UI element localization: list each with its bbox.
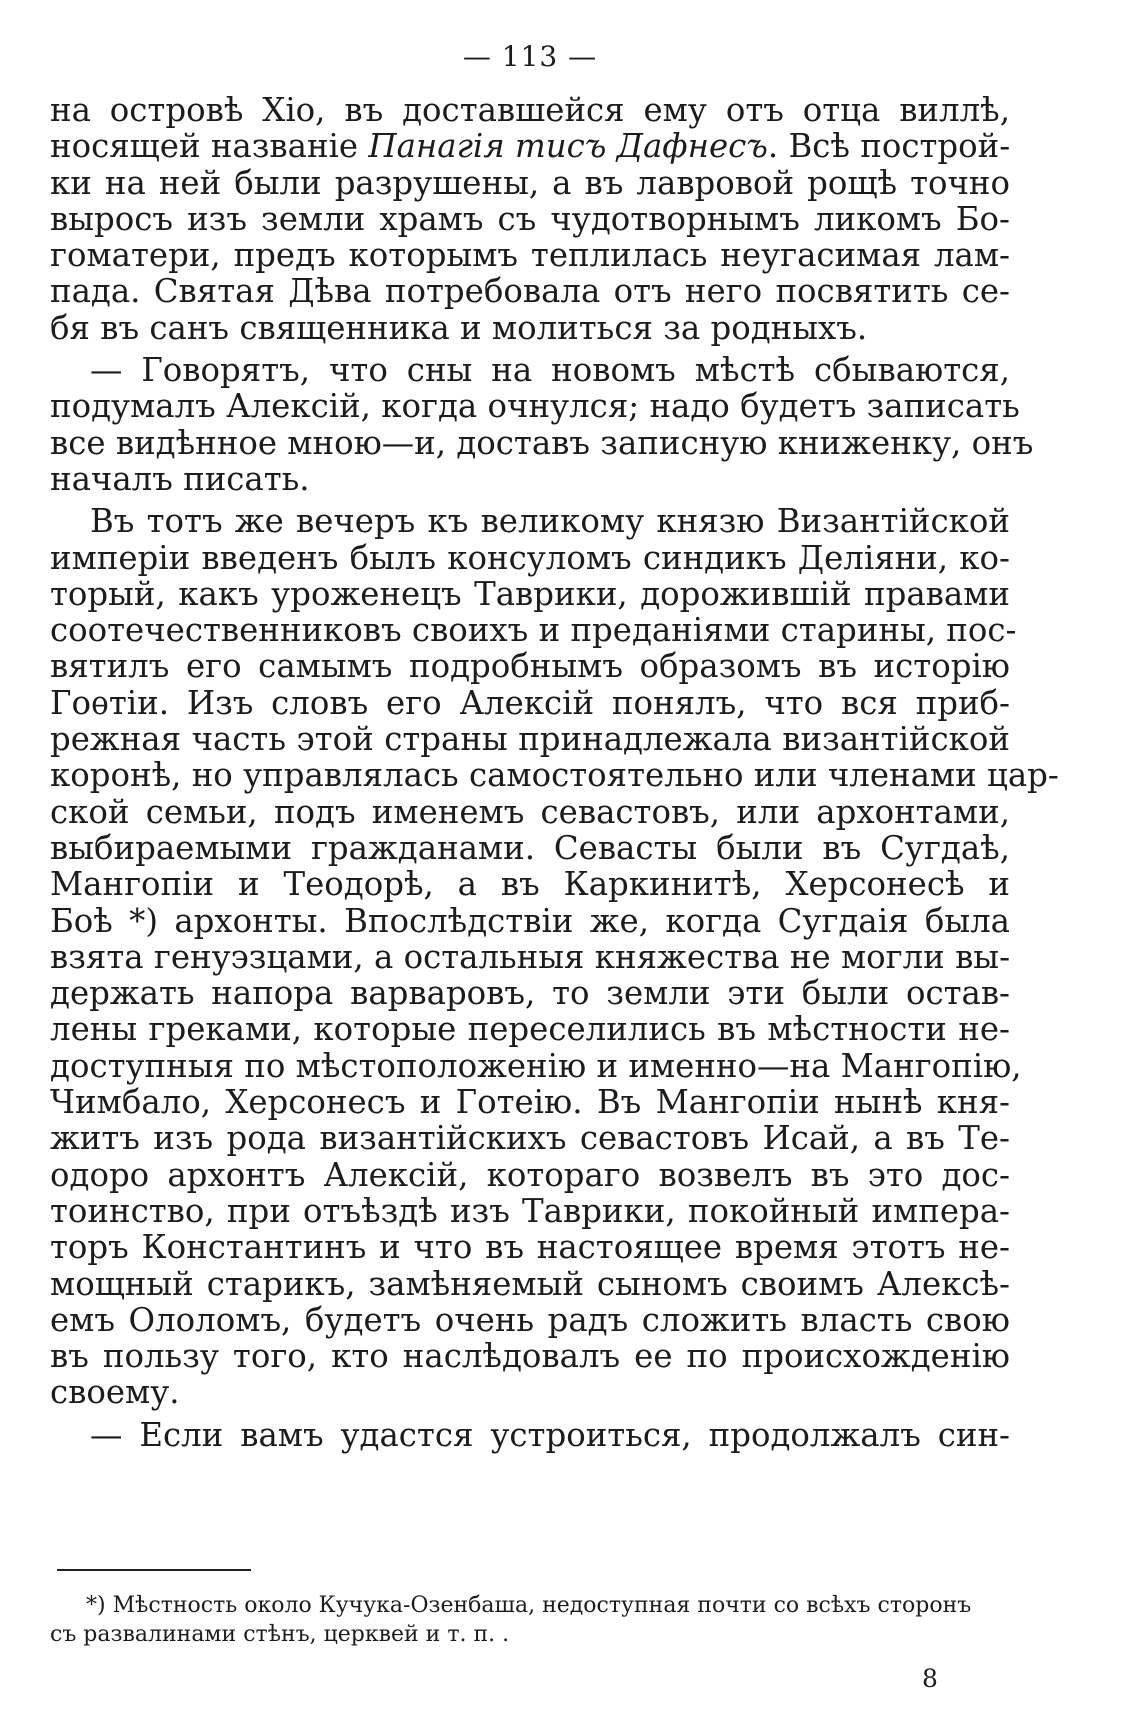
text-line: выросъ изъ земли храмъ съ чудотворнымъ ликомъ Бо- <box>50 199 1010 238</box>
text-line: лены греками, которые переселились въ мѣстности не- <box>50 1010 1010 1049</box>
footnotes <box>50 1591 1010 1649</box>
text-line: одоро архонтъ Алексій, котораго возвелъ въ это дос- <box>50 1155 1010 1194</box>
text-line: на островѣ Хіо, въ доставшейся ему отъ отца виллѣ, <box>50 91 1010 129</box>
text-line: мощный старикъ, замѣняемый сыномъ своимъ Алексѣ- <box>50 1264 1010 1303</box>
main-text <box>50 91 1059 1454</box>
text-line: соотечественниковъ своихъ и преданіями старины, пос- <box>50 611 1017 650</box>
text-line: коронѣ, но управлялась самостоятельно или членами цар- <box>50 756 1059 795</box>
text-line: доступныя по мѣстоположенію и именно—на Мангопію, <box>50 1046 1022 1085</box>
printer-signature-mark: 8 <box>922 1664 938 1693</box>
text-line: тоинство, при отъѣздѣ изъ Таврики, покойный импера- <box>50 1191 1010 1230</box>
text-line: житъ изъ рода византійскихъ севастовъ Исай, а въ Те- <box>50 1119 1010 1158</box>
page-number: — 113 — <box>462 40 598 73</box>
text-line: имперіи введенъ былъ консуломъ синдикъ Деліяни, ко- <box>50 538 1010 577</box>
text-line: торъ Константинъ и что въ настоящее время этотъ не- <box>50 1228 1010 1267</box>
footnote-line: съ развалинами стѣнъ, церквей и т. п. . <box>50 1622 510 1647</box>
text-line-with-italic <box>50 128 1010 164</box>
footnote-line: *) Мѣстность около Кучука-Озенбаша, недоступная почти со всѣхъ сторонъ <box>86 1593 972 1618</box>
text-line: гоматери, предъ которымъ теплилась неугасимая лам- <box>50 236 1010 275</box>
text-line: емъ Ололомъ, будетъ очень радъ сложить власть свою <box>50 1300 1010 1339</box>
text-line: взята генуэзцами, а остальныя княжества не могли вы- <box>50 937 1011 976</box>
text-line: Въ тотъ же вечеръ къ великому князю Византійской <box>90 502 1010 541</box>
italic-title: Панагія тисъ Дафнесъ <box>368 127 768 166</box>
text-line: своему. <box>50 1373 180 1412</box>
text-line: все видѣнное мною—и, доставъ записную книженку, онъ <box>50 423 1034 462</box>
text-line: пада. Святая Дѣва потребовала отъ него посвятить се- <box>50 272 1010 311</box>
text-line: ской семьи, подъ именемъ севастовъ, или архонтами, <box>50 792 1010 831</box>
text-line: — Если вамъ удастся устроиться, продолжалъ син- <box>90 1415 1010 1454</box>
text-segment: носящей названіе <box>50 127 369 166</box>
text-segment: . Всѣ построй- <box>767 127 1011 166</box>
text-line: Мангопіи и Теодорѣ, а въ Каркинитѣ, Херсонесѣ и <box>50 865 1010 904</box>
text-line: въ пользу того, кто наслѣдовалъ ее по происхожденію <box>50 1337 1010 1376</box>
text-line: началъ писать. <box>50 459 310 498</box>
text-line: торый, какъ уроженецъ Таврики, дорожившій правами <box>50 574 1010 613</box>
text-line: ки на ней были разрушены, а въ лавровой рощѣ точно <box>50 163 1010 202</box>
text-line: вятилъ его самымъ подробнымъ образомъ въ исторію <box>50 647 1010 686</box>
text-line: Боѣ *) архонты. Впослѣдствіи же, когда Сугдаія была <box>50 901 1010 940</box>
text-line: выбираемыми гражданами. Севасты были въ Сугдаѣ, <box>50 828 1010 867</box>
book-page <box>50 0 1059 1722</box>
text-line: Гоѳтіи. Изъ словъ его Алексій понялъ, что вся приб- <box>50 683 1010 722</box>
text-line: держать напора варваровъ, то земли эти были остав- <box>50 974 1010 1013</box>
footnote-divider <box>57 1569 251 1571</box>
text-line: подумалъ Алексій, когда очнулся; надо будетъ записать <box>50 387 1020 426</box>
text-line: бя въ санъ священника и молиться за родныхъ. <box>50 308 868 347</box>
text-line: — Говорятъ, что сны на новомъ мѣстѣ сбываются, <box>90 351 1010 390</box>
text-line: режная часть этой страны принадлежала византійской <box>50 720 1010 759</box>
text-line: Чимбало, Херсонесъ и Готеію. Въ Мангопіи нынѣ кня- <box>50 1083 1010 1122</box>
